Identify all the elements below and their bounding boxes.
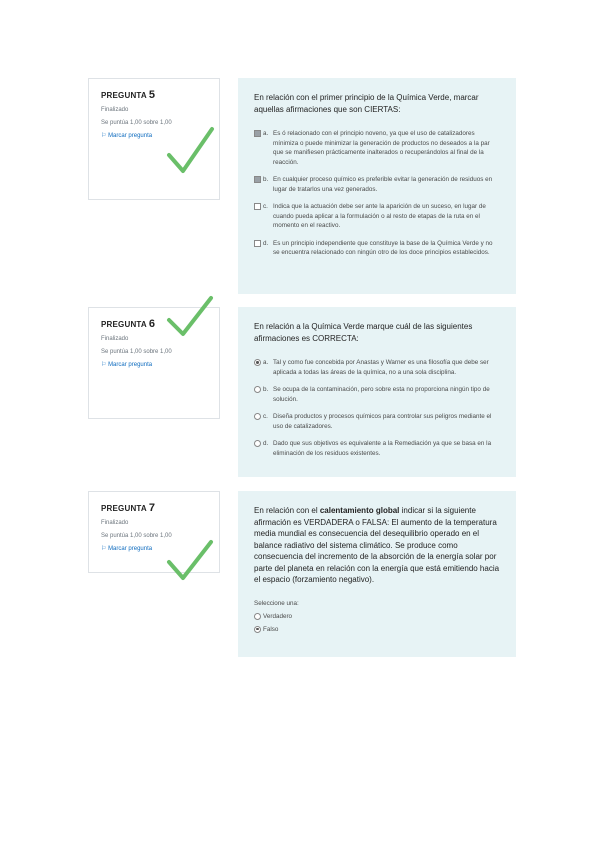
question-score: Se puntúa 1,00 sobre 1,00 bbox=[101, 119, 172, 126]
question-status: Finalizado bbox=[101, 107, 129, 113]
question-score: Se puntúa 1,00 sobre 1,00 bbox=[101, 348, 172, 355]
option-radio[interactable] bbox=[254, 613, 261, 620]
flag-icon: ⚐ bbox=[101, 362, 107, 369]
answer-list bbox=[254, 129, 500, 258]
answer-option[interactable]: c. Indica que la actuación debe ser ante la aparición de un suceso, en lugar de cuando pueda aplicar a la formulación o al resto de etapas de la ruta en el momento en el reactivo. bbox=[254, 202, 500, 231]
answer-option[interactable]: a. Tal y como fue concebida por Anastas y Warner es una filosofía que debe ser aplicada a todas las áreas de la química, no a una sola disciplina. bbox=[254, 358, 500, 377]
checkmark-icon bbox=[165, 125, 215, 177]
option-false[interactable]: Falso bbox=[254, 626, 500, 633]
option-radio[interactable] bbox=[254, 626, 261, 633]
flag-question-link[interactable]: ⚐ Marcar pregunta bbox=[101, 133, 153, 140]
answer-option[interactable]: a. Es ó relacionado con el principio noveno, ya que el uso de catalizadores mínimiza o puede minimizar la generación de productos no deseados a la par que se manifiesen prácticamente inalterados o recuperándolos al final de la reacción. bbox=[254, 129, 500, 167]
answer-option[interactable]: b. Se ocupa de la contaminación, pero sobre esta no proporciona ningún tipo de solución. bbox=[254, 385, 500, 404]
answer-option[interactable]: c. Diseña productos y procesos químicos para controlar sus peligros mediante el uso de catalizadores. bbox=[254, 412, 500, 431]
answer-checkbox[interactable] bbox=[254, 203, 261, 210]
question-content bbox=[238, 491, 516, 657]
checkmark-icon bbox=[165, 538, 215, 584]
question-score: Se puntúa 1,00 sobre 1,00 bbox=[101, 532, 172, 539]
answer-checkbox[interactable] bbox=[254, 240, 261, 247]
answer-option[interactable]: b. En cualquier proceso químico es preferible evitar la generación de residuos en lugar de tratarlos una vez generados. bbox=[254, 175, 500, 194]
flag-icon: ⚐ bbox=[101, 133, 107, 140]
question-title: PREGUNTA 6 bbox=[101, 318, 156, 330]
answer-list bbox=[254, 358, 500, 458]
answer-checkbox[interactable] bbox=[254, 130, 261, 137]
answer-radio[interactable] bbox=[254, 413, 261, 420]
select-one-label: Seleccione una: bbox=[254, 599, 299, 607]
answer-radio[interactable] bbox=[254, 359, 261, 366]
question-content bbox=[238, 307, 516, 477]
answer-option[interactable]: d. Dado que sus objetivos es equivalente a la Remediación ya que se basa en la eliminación de los residuos existentes. bbox=[254, 439, 500, 458]
answer-checkbox[interactable] bbox=[254, 176, 261, 183]
question-status: Finalizado bbox=[101, 520, 129, 526]
flag-question-link[interactable]: ⚐ Marcar pregunta bbox=[101, 362, 153, 369]
question-content bbox=[238, 78, 516, 294]
question-status: Finalizado bbox=[101, 336, 129, 342]
answer-option[interactable]: d. Es un principio independiente que constituye la base de la Química Verde y no se encuentra relacionado con ningún otro de los doce principios establecidos. bbox=[254, 239, 500, 258]
option-true[interactable]: Verdadero bbox=[254, 613, 500, 620]
question-text: En relación con el calentamiento global indicar si la siguiente afirmación es VERDADERA o FALSA: El aumento de la temperatura media mundial es consecuencia del desequilibrio operado en el balance radiativo del sistema climático. Se produce como consecuencia del incremento de la absorción de la energía solar por parte del planeta en relación con la energía que está emitiendo hacia el espacio (forzamiento negativo). bbox=[254, 506, 500, 584]
checkmark-icon bbox=[165, 294, 215, 340]
flag-icon: ⚐ bbox=[101, 546, 107, 553]
answer-radio[interactable] bbox=[254, 386, 261, 393]
question-text: En relación con el primer principio de la Química Verde, marcar aquellas afirmaciones que son CIERTAS: bbox=[254, 93, 479, 114]
question-title: PREGUNTA 7 bbox=[101, 502, 156, 514]
question-title: PREGUNTA 5 bbox=[101, 89, 156, 101]
flag-question-link[interactable]: ⚐ Marcar pregunta bbox=[101, 546, 153, 553]
question-text: En relación a la Química Verde marque cuál de las siguientes afirmaciones es CORRECTA: bbox=[254, 322, 473, 343]
answer-radio[interactable] bbox=[254, 440, 261, 447]
